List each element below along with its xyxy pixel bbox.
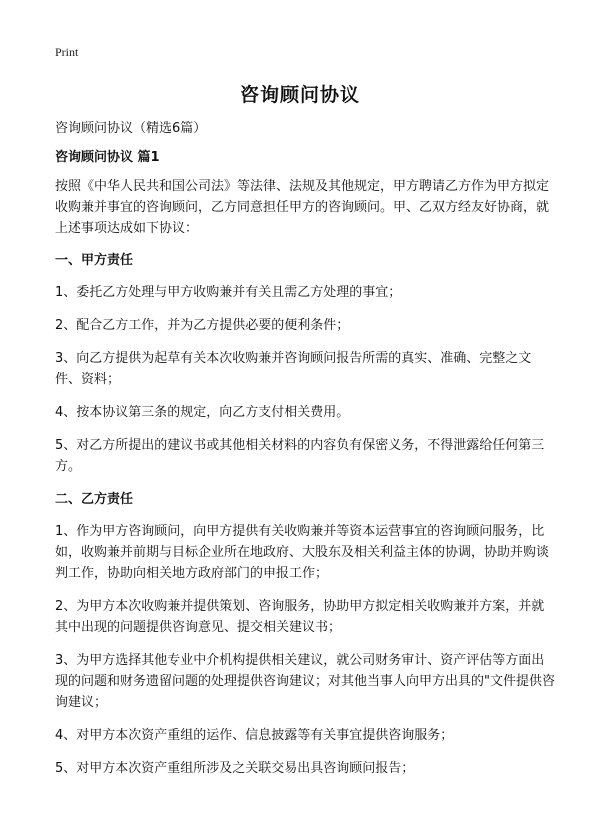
chapter-title: 咨询顾问协议 篇1 xyxy=(55,150,160,165)
party-b-item: 2、为甲方本次收购兼并提供策划、咨询服务，协助甲方拟定相关收购兼并方案，并就其中出现的问题提供咨询意见、提交相关建议书； xyxy=(55,599,545,635)
party-a-item: 2、配合乙方工作，并为乙方提供必要的便利条件； xyxy=(55,318,350,333)
party-b-item: 4、对甲方本次资产重组的运作、信息披露等有关事宜提供咨询服务； xyxy=(55,728,454,743)
party-b-item: 1、作为甲方咨询顾问，向甲方提供有关收购兼并等资本运营事宜的咨询顾问服务，比如，收购兼并前期与目标企业所在地政府、大股东及相关利益主体的协调，协助并购谈判工作，协助向相关地方政府部门的申报工作； xyxy=(55,524,550,581)
document-body xyxy=(55,118,555,791)
party-a-item: 5、对乙方所提出的建议书或其他相关材料的内容负有保密义务，不得泄露给任何第三方。 xyxy=(55,438,545,474)
section-heading-party-b: 二、乙方责任 xyxy=(55,492,134,507)
party-a-item: 3、向乙方提供为起草有关本次收购兼并咨询顾问报告所需的真实、准确、完整之文件、资料； xyxy=(55,351,532,387)
party-a-item: 4、按本协议第三条的规定，向乙方支付相关费用。 xyxy=(55,405,350,420)
intro-paragraph: 按照《中华人民共和国公司法》等法律、法规及其他规定，甲方聘请乙方作为甲方拟定收购兼并事宜的咨询顾问，乙方同意担任甲方的咨询顾问。甲、乙双方经友好协商，就上述事项达成如下协议： xyxy=(55,179,550,236)
party-b-item: 5、对甲方本次资产重组所涉及之关联交易出具咨询顾问报告； xyxy=(55,761,415,776)
party-b-item: 3、为甲方选择其他专业中介机构提供相关建议，就公司财务审计、资产评估等方面出现的问题和财务遗留问题的处理提供咨询建议；对其他当事人向甲方出具的"文件提供咨询建议； xyxy=(55,653,555,710)
print-label: Print xyxy=(55,45,79,59)
section-heading-party-a: 一、甲方责任 xyxy=(55,253,134,268)
document-title: 咨询顾问协议 xyxy=(239,84,360,106)
party-a-item: 1、委托乙方处理与甲方收购兼并有关且需乙方处理的事宜； xyxy=(55,285,402,300)
document-subtitle: 咨询顾问协议（精选6篇） xyxy=(55,121,207,136)
